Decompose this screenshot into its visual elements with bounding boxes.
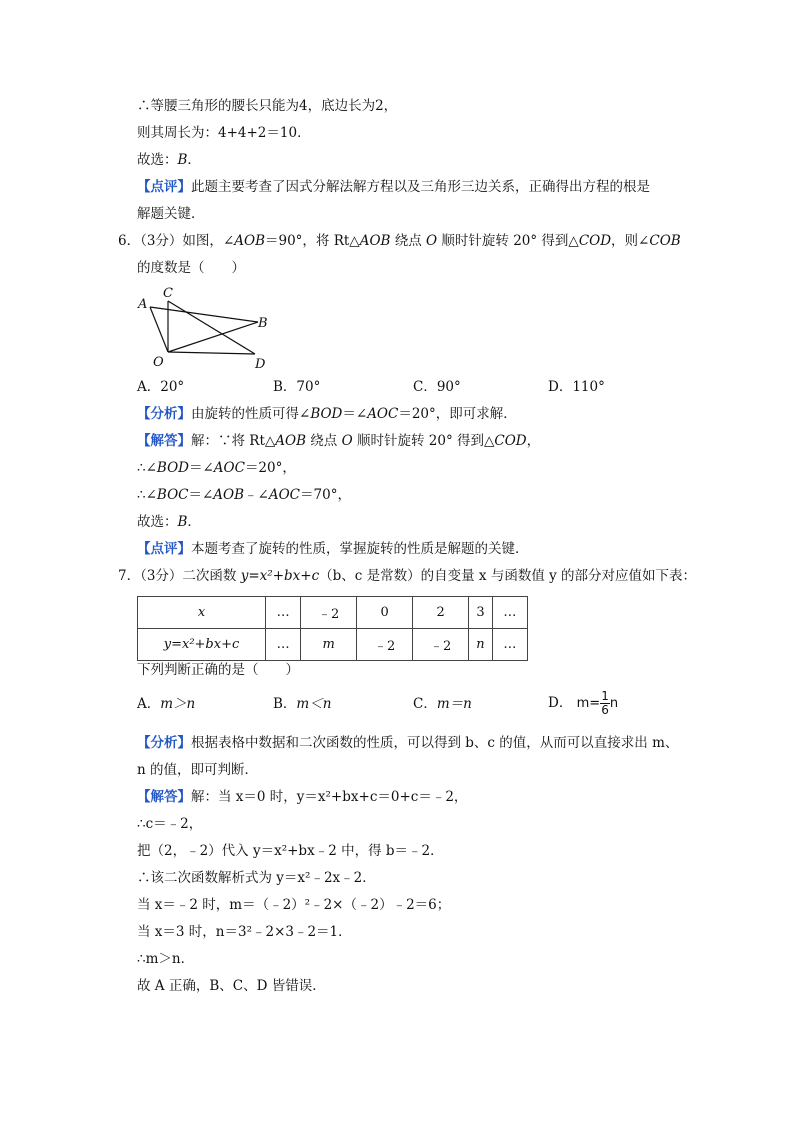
text-part: ＝20°， — [244, 460, 296, 476]
fraction-numerator: 1 — [601, 689, 609, 703]
fraction — [600, 690, 610, 717]
comment-tag: 【点评】 — [137, 179, 191, 195]
q7-step: ∴m＞n． — [137, 951, 195, 967]
table-cell: ﹣2 — [413, 629, 469, 661]
stem-part: COB — [649, 233, 681, 249]
table-cell: 0 — [357, 597, 413, 629]
stem-part: 顺时针旋转 20° 得到△ — [437, 233, 579, 249]
q6-step1 — [137, 459, 296, 477]
text-part: 由旋转的性质可得∠ — [191, 406, 311, 422]
text-part: ＝∠ — [188, 487, 214, 503]
text-part: AOB — [213, 487, 245, 503]
q7-function: y=x²+bx+c — [240, 568, 320, 584]
q6-choose: 故选：B． — [137, 514, 201, 530]
text-part: ＝∠ — [342, 406, 368, 422]
analysis-text: 根据表格中数据和二次函数的性质，可以得到 b、c 的值，从而可以直接求出 m、 — [191, 735, 679, 751]
stem-part: ，则∠ — [611, 233, 650, 249]
q7-answer — [137, 788, 467, 806]
text-part: ∴∠ — [137, 460, 157, 476]
text-part: AOC — [213, 460, 245, 476]
option-letter: B． — [273, 379, 297, 395]
q7-number: 7． — [118, 568, 141, 584]
table-cell: … — [266, 629, 301, 661]
comment-text: 此题主要考查了因式分解法解方程以及三角形三边关系，正确得出方程的根是 — [191, 179, 650, 195]
rotation-figure — [130, 282, 280, 372]
stem-part: 绕点 — [390, 233, 427, 249]
choose-value: B — [177, 152, 188, 168]
q6-answer — [137, 432, 540, 450]
table-cell: … — [492, 629, 527, 661]
comment-line: 解题关键． — [137, 206, 205, 222]
comment-text: 本题考查了旋转的性质，掌握旋转的性质是解题的关键． — [191, 541, 529, 557]
q6-comment — [137, 540, 529, 558]
q6-step2 — [137, 486, 351, 504]
text-part: ＝20°，即可求解． — [398, 406, 517, 422]
label-C: C — [163, 286, 173, 301]
analysis-tag: 【分析】 — [137, 406, 191, 422]
answer-tag: 【解答】 — [137, 433, 191, 449]
segment-AB — [150, 307, 258, 322]
solution-line: ∴等腰三角形的腰长只能为4，底边长为2， — [137, 98, 398, 114]
table-row — [138, 629, 528, 661]
comment-tag: 【点评】 — [137, 541, 191, 557]
q7-step: 当 x＝3 时，n＝3²﹣2×3﹣2＝1． — [137, 924, 352, 940]
cell-text: x — [197, 605, 206, 620]
text-part: O — [341, 433, 353, 449]
stem-part: AOB — [359, 233, 391, 249]
table-cell: … — [266, 597, 301, 629]
option-c — [413, 378, 461, 396]
option-text: m= — [576, 696, 601, 711]
label-O: O — [153, 355, 164, 370]
text-part: ＝∠ — [188, 460, 214, 476]
text-part: 顺时针旋转 20° 得到△ — [352, 433, 495, 449]
text-part: ， — [526, 433, 541, 449]
label-D: D — [255, 357, 266, 372]
comment-line — [137, 178, 650, 196]
table-cell — [469, 629, 493, 661]
option-letter: D． — [548, 695, 573, 711]
option-text: m＝n — [436, 696, 472, 712]
cell-text: n — [476, 637, 485, 652]
option-text: 20° — [160, 379, 185, 395]
q7-step: ∴该二次函数解析式为 y＝x²﹣2x﹣2． — [137, 870, 376, 886]
text-part: AOB — [275, 433, 307, 449]
option-text: 70° — [296, 379, 321, 395]
q7-score: （3分）二次函数 — [140, 568, 241, 584]
q6-number: 6． — [118, 233, 141, 249]
table-cell: 3 — [469, 597, 493, 629]
option-text: n — [609, 696, 619, 711]
q6-stem — [118, 232, 681, 250]
choose-label: 故选： — [137, 514, 178, 530]
option-d — [548, 378, 605, 396]
text-part: BOC — [156, 487, 189, 503]
segment-OD — [168, 352, 255, 354]
text-part: 绕点 — [306, 433, 342, 449]
q7-stem — [118, 567, 696, 585]
option-letter: B． — [273, 696, 297, 712]
option-letter: A． — [137, 696, 161, 712]
answer-text: 解：当 x＝0 时，y＝x²+bx+c＝0+c＝﹣2， — [191, 789, 468, 805]
table-cell: ﹣2 — [301, 597, 357, 629]
option-c — [413, 695, 472, 713]
text-part: AOC — [367, 406, 399, 422]
label-B: B — [258, 316, 268, 331]
cell-text: y=x²+bx+c — [163, 637, 240, 652]
text-part: AOC — [268, 487, 301, 503]
q6-score: （3分）如图， — [140, 233, 223, 249]
option-text: 90° — [436, 379, 461, 395]
option-letter: C． — [413, 696, 437, 712]
q7-step: 故 A 正确，B、C、D 皆错误． — [137, 978, 326, 994]
table-cell: … — [492, 597, 527, 629]
segment-OA — [150, 307, 168, 352]
q7-step: ∴c＝﹣2， — [137, 816, 203, 832]
option-a — [137, 378, 184, 396]
table-cell: 2 — [413, 597, 469, 629]
text-part: ＝70°， — [300, 487, 351, 503]
stem-part: O — [426, 233, 438, 249]
option-letter: D． — [548, 379, 573, 395]
text-part: 解：∵将 Rt△ — [191, 433, 276, 449]
option-b — [273, 378, 320, 396]
table-cell — [301, 629, 357, 661]
q7-analysis — [137, 734, 678, 752]
option-b — [273, 695, 331, 713]
text-part: COD — [494, 433, 527, 449]
text-part: BOD — [310, 406, 343, 422]
option-letter: A． — [137, 379, 161, 395]
choose-value: B — [177, 514, 188, 530]
option-a — [137, 695, 195, 713]
option-letter: C． — [413, 379, 437, 395]
choose-label: 故选： — [137, 152, 178, 168]
table-cell: ﹣2 — [357, 629, 413, 661]
q7-analysis-line2: n 的值，即可判断． — [137, 762, 258, 778]
q7-stem-tail: （b、c 是常数）的自变量 x 与函数值 y 的部分对应值如下表： — [319, 568, 697, 584]
option-text: m＜n — [296, 696, 332, 712]
text-part: ∴∠ — [137, 487, 157, 503]
answer-tag: 【解答】 — [137, 789, 191, 805]
fraction-denominator: 6 — [601, 703, 609, 717]
option-text: 110° — [572, 379, 605, 395]
option-text: m＞n — [160, 696, 196, 712]
cell-text: m — [322, 637, 335, 652]
table-cell — [138, 597, 266, 629]
q6-analysis — [137, 405, 517, 423]
stem-part: COD — [578, 233, 612, 249]
solution-line: 则其周长为：4+4+2＝10． — [137, 125, 311, 141]
value-table — [137, 596, 528, 661]
table-row — [138, 597, 528, 629]
text-part: BOD — [156, 460, 189, 476]
choose-line: 故选：B． — [137, 152, 201, 168]
q7-question: 下列判断正确的是（ ） — [137, 662, 299, 678]
label-A: A — [138, 297, 148, 312]
table-cell — [138, 629, 266, 661]
stem-part: AOB — [234, 233, 265, 249]
stem-part: ∠ — [222, 233, 235, 249]
q6-stem-line2: 的度数是（ ） — [137, 260, 245, 276]
q7-step: 把（2，﹣2）代入 y＝x²+bx﹣2 中，得 b＝﹣2． — [137, 843, 444, 859]
option-d — [548, 688, 618, 719]
text-part: ﹣∠ — [244, 487, 269, 503]
stem-part: ＝90°，将 Rt△ — [265, 233, 360, 249]
q7-step: 当 x＝﹣2 时，m＝（﹣2）²﹣2×（﹣2）﹣2＝6； — [137, 897, 451, 913]
analysis-tag: 【分析】 — [137, 735, 191, 751]
